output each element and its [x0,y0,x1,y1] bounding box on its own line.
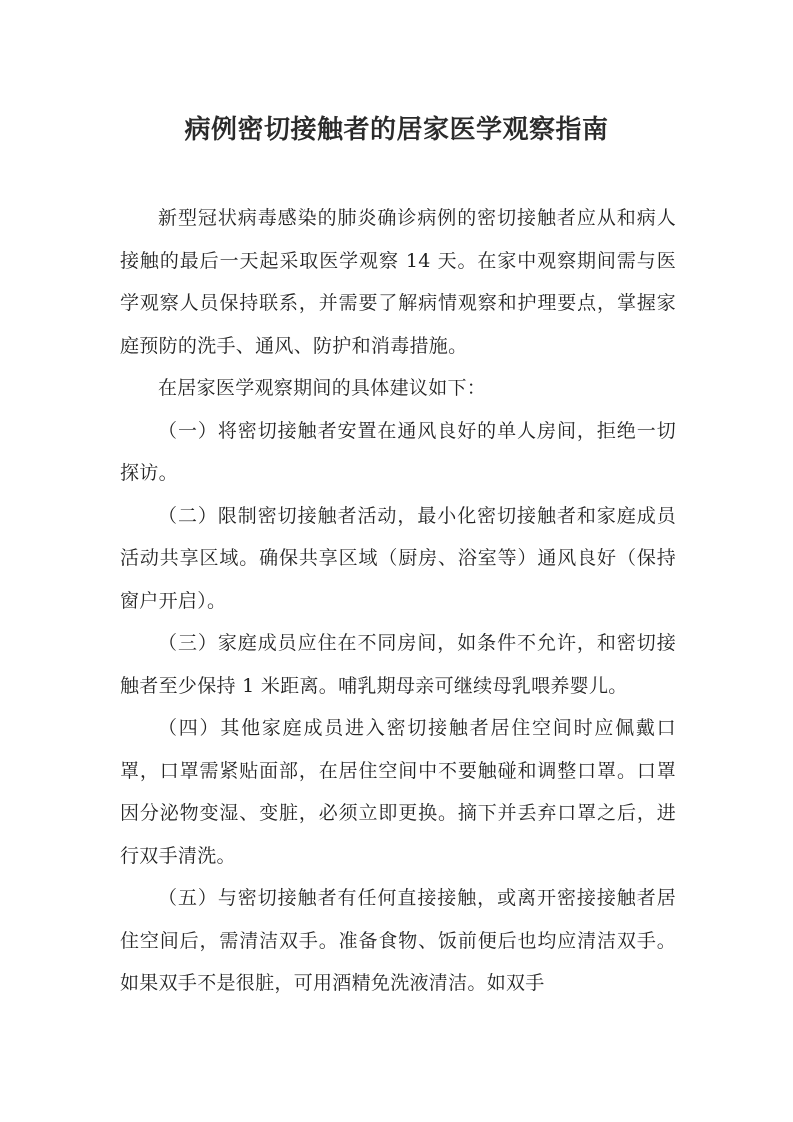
paragraph-item-3: （三）家庭成员应住在不同房间，如条件不允许，和密切接触者至少保持 1 米距离。哺乳期母亲可继续母乳喂养婴儿。 [120,632,676,697]
paragraph-item-4: （四）其他家庭成员进入密切接触者居住空间时应佩戴口罩，口罩需紧贴面部，在居住空间中不要触碰和调整口罩。口罩因分泌物变湿、变脏，必须立即更换。摘下并丢弃口罩之后，进行双手清洗。 [120,717,676,867]
paragraph-suggestions-heading: 在居家医学观察期间的具体建议如下： [158,377,487,399]
paragraph-item-2: （二）限制密切接触者活动，最小化密切接触者和家庭成员活动共享区域。确保共享区域（厨房、浴室等）通风良好（保持窗户开启）。 [120,504,676,612]
document-title: 病例密切接触者的居家医学观察指南 [184,115,609,145]
document-body [120,197,676,1005]
paragraph-item-1: （一）将密切接触者安置在通风良好的单人房间，拒绝一切探访。 [120,419,676,484]
paragraph-item-5: （五）与密切接触者有任何直接接触，或离开密接接触者居住空间后，需清洁双手。准备食物、饭前便后也均应清洁双手。如果双手不是很脏，可用酒精免洗液清洁。如双手 [120,887,676,994]
paragraph-intro: 新型冠状病毒感染的肺炎确诊病例的密切接触者应从和病人接触的最后一天起采取医学观察 14 天。在家中观察期间需与医学观察人员保持联系，并需要了解病情观察和护理要点，掌握家庭预防的洗手、通风、防护和消毒措施。 [120,207,676,357]
